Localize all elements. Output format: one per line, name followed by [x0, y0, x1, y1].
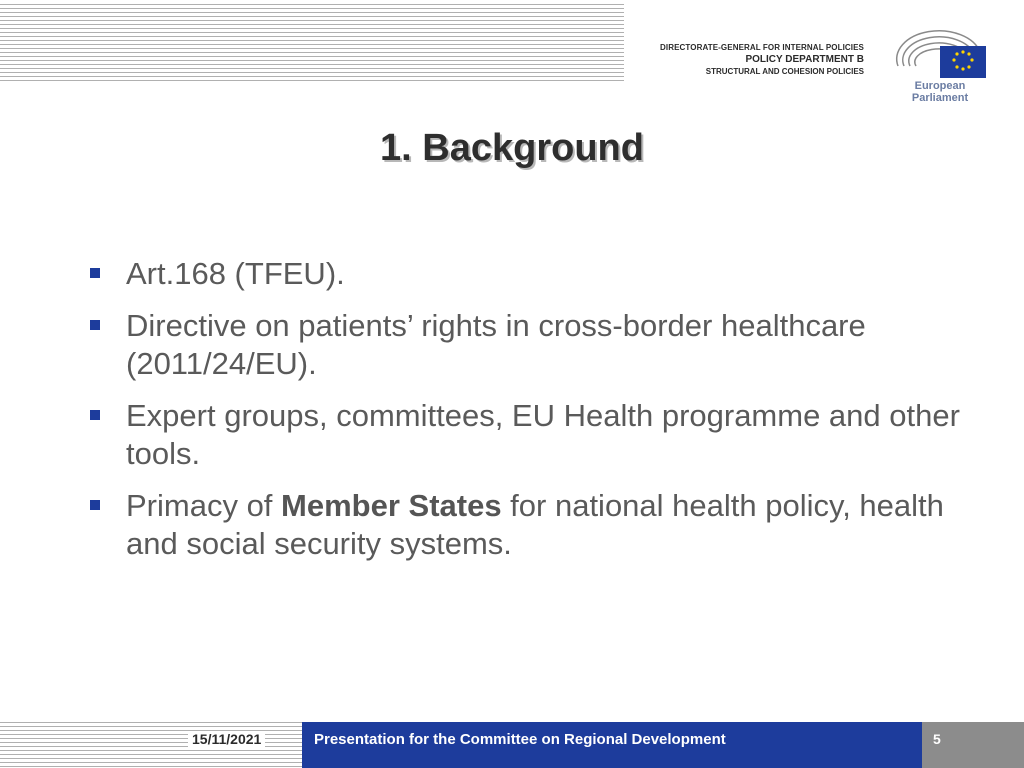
dept-line-1: DIRECTORATE-GENERAL FOR INTERNAL POLICIES — [660, 43, 864, 52]
dept-line-3: STRUCTURAL AND COHESION POLICIES — [705, 67, 864, 76]
header-stripes — [0, 4, 624, 84]
footer-presentation-title: Presentation for the Committee on Regional Development — [314, 731, 726, 748]
square-bullet-icon — [90, 320, 100, 330]
page-number: 5 — [933, 731, 941, 747]
square-bullet-icon — [90, 410, 100, 420]
logo-text: European Parliament — [911, 80, 969, 104]
bullet-list — [86, 255, 966, 577]
footer-date: 15/11/2021 — [188, 731, 265, 747]
bullet-text: Art.168 (TFEU). — [126, 256, 345, 291]
bullet-text-bold: Member States — [281, 488, 502, 523]
bullet-item — [86, 307, 966, 383]
bullet-text-before: Primacy of — [126, 488, 282, 523]
bullet-item — [86, 255, 966, 293]
bullet-item — [86, 397, 966, 473]
department-header — [660, 42, 864, 78]
dept-line-2: POLICY DEPARTMENT B — [745, 54, 864, 65]
bullet-item — [86, 487, 966, 563]
square-bullet-icon — [90, 268, 100, 278]
bullet-text-after: for national health policy, health and social security systems. — [126, 488, 944, 561]
bullet-text: Directive on patients’ rights in cross-border healthcare (2011/24/EU). — [126, 308, 866, 381]
slide-title: 1. Background — [380, 127, 644, 169]
bullet-text: Expert groups, committees, EU Health programme and other tools. — [126, 398, 960, 471]
square-bullet-icon — [90, 500, 100, 510]
